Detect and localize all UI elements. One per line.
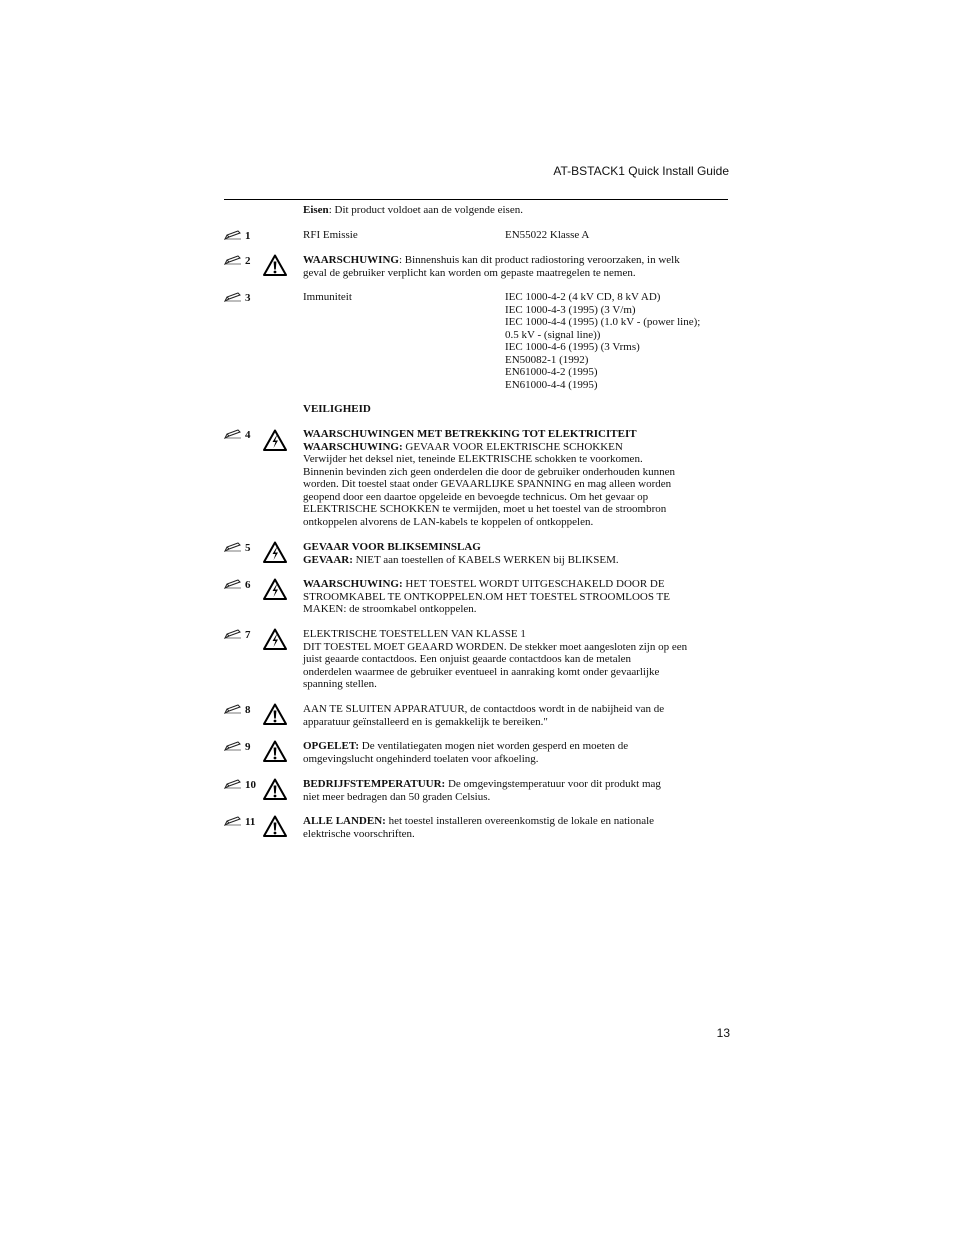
item-9-text	[303, 740, 731, 765]
warning-triangle-icon	[263, 740, 287, 762]
section-title: VEILIGHEID	[303, 403, 371, 415]
text-line: STROOMKABEL TE ONTKOPPELEN.OM HET TOESTEL STROOMLOOS TE	[303, 590, 670, 603]
item-4-text	[303, 428, 731, 528]
text-line: geopend door een daartoe opgeleide en bevoegde technicus. Om het gevaar op	[303, 490, 649, 503]
item-heading: WAARSCHUWINGEN MET BETREKKING TOT ELEKTRICITEIT	[303, 428, 637, 440]
item-6-text	[303, 578, 731, 616]
electric-hazard-icon	[263, 628, 287, 650]
text-line: : Binnenshuis kan dit product radiostoring veroorzaken, in welk	[398, 254, 680, 266]
standard-value: EN50082-1 (1992)	[505, 353, 589, 366]
text-line: geval de gebruiker verplicht kan worden om gepaste maatregelen te nemen.	[303, 266, 636, 279]
item-7-text	[303, 628, 731, 691]
electric-hazard-icon	[263, 578, 287, 600]
pencil-icon	[224, 255, 242, 265]
pencil-icon	[224, 629, 242, 639]
item-marker-4	[224, 429, 251, 441]
standard-value: IEC 1000-4-2 (4 kV CD, 8 kV AD)	[505, 291, 661, 303]
item-3-label: Immuniteit	[303, 291, 352, 303]
item-3-values	[505, 291, 735, 391]
standard-value: IEC 1000-4-3 (1995) (3 V/m)	[505, 303, 636, 316]
header-rule	[224, 199, 728, 200]
item-marker-8	[224, 704, 251, 716]
item-number: 1	[245, 230, 251, 242]
pencil-icon	[224, 579, 242, 589]
text-line: niet meer bedragen dan 50 graden Celsius.	[303, 790, 491, 803]
intro-line	[303, 204, 731, 217]
text-line: MAKEN: de stroomkabel ontkoppelen.	[303, 603, 477, 615]
item-number: 8	[245, 704, 251, 716]
item-number: 5	[245, 542, 251, 554]
text-line: AAN TE SLUITEN APPARATUUR, de contactdoos wordt in de nabijheid van de	[303, 703, 665, 715]
electric-hazard-icon	[263, 541, 287, 563]
item-number: 9	[245, 741, 251, 753]
item-number: 11	[245, 816, 256, 828]
running-header: AT-BSTACK1 Quick Install Guide	[553, 164, 729, 178]
intro-text: : Dit product voldoet aan de volgende eisen.	[328, 204, 523, 216]
item-marker-11	[224, 816, 255, 828]
item-10-text	[303, 778, 731, 803]
text-line: juist geaarde contactdoos. Een onjuist geaarde contactdoos kan de metalen	[303, 653, 632, 665]
pencil-icon	[224, 542, 242, 552]
warning-label: WAARSCHUWING	[303, 254, 399, 266]
pencil-icon	[224, 779, 242, 789]
warning-triangle-icon	[263, 815, 287, 837]
item-number: 3	[245, 292, 251, 304]
item-marker-2	[224, 255, 251, 267]
warning-label: WAARSCHUWING:	[303, 578, 403, 590]
item-marker-3	[224, 292, 251, 304]
pencil-icon	[224, 429, 242, 439]
text-line: De ventilatiegaten mogen niet worden gesperd en moeten de	[359, 740, 629, 752]
standard-value: EN61000-4-4 (1995)	[505, 378, 598, 391]
warning-label: ALLE LANDEN:	[303, 815, 386, 827]
electric-hazard-icon	[263, 429, 287, 451]
item-marker-1	[224, 230, 251, 242]
text-line: onderdelen waarmee de gebruiker eventueel in aanraking komt onder gevaarlijke	[303, 665, 660, 678]
item-marker-10	[224, 779, 256, 791]
item-2-text	[303, 254, 731, 279]
standard-value: IEC 1000-4-4 (1995) (1.0 kV - (power line);	[505, 316, 701, 328]
pencil-icon	[224, 230, 242, 240]
warning-label: OPGELET:	[303, 740, 360, 752]
text-line: ELEKTRISCHE SCHOKKEN te vermijden, moet u het toestel van de stroombron	[303, 503, 667, 515]
item-marker-5	[224, 542, 251, 554]
page-number: 13	[716, 1026, 730, 1040]
item-number: 4	[245, 429, 251, 441]
text-line: elektrische voorschriften.	[303, 827, 415, 840]
item-number: 6	[245, 579, 251, 591]
text-line: Binnenin bevinden zich geen onderdelen die door de gebruiker onderhouden kunnen	[303, 465, 676, 478]
item-1-value: EN55022 Klasse A	[505, 229, 590, 241]
pencil-icon	[224, 292, 242, 302]
item-5-text	[303, 541, 731, 566]
text-line: spanning stellen.	[303, 678, 377, 690]
intro-label: Eisen	[303, 204, 329, 216]
item-marker-9	[224, 741, 251, 753]
text-line: DIT TOESTEL MOET GEAARD WORDEN. De stekker moet aangesloten zijn op een	[303, 640, 688, 653]
section-heading	[303, 403, 731, 416]
warning-label: GEVAAR:	[303, 553, 353, 566]
text-line: Verwijder het deksel niet, teneinde ELEKTRISCHE schokken te voorkomen.	[303, 453, 643, 465]
warning-triangle-icon	[263, 703, 287, 725]
warning-label: BEDRIJFSTEMPERATUUR:	[303, 778, 446, 790]
text-line: HET TOESTEL WORDT UITGESCHAKELD DOOR DE	[402, 578, 665, 590]
item-number: 2	[245, 255, 251, 267]
warning-triangle-icon	[263, 778, 287, 800]
standard-value: 0.5 kV - (signal line))	[505, 328, 601, 341]
pencil-icon	[224, 704, 242, 714]
text-line: ontkoppelen alvorens de LAN-kabels te koppelen of ontkoppelen.	[303, 515, 594, 528]
text-line: GEVAAR VOOR ELEKTRISCHE SCHOKKEN	[402, 440, 623, 453]
item-1-label: RFI Emissie	[303, 229, 358, 241]
warning-label: WAARSCHUWING:	[303, 440, 403, 453]
item-marker-7	[224, 629, 251, 641]
text-line: worden. Dit toestel staat onder GEVAARLIJKE SPANNING en mag alleen worden	[303, 478, 672, 490]
pencil-icon	[224, 741, 242, 751]
item-number: 10	[245, 779, 256, 791]
item-heading: GEVAAR VOOR BLIKSEMINSLAG	[303, 541, 481, 553]
standard-value: EN61000-4-2 (1995)	[505, 366, 598, 378]
item-number: 7	[245, 629, 251, 641]
item-11-text	[303, 815, 731, 840]
item-8-text	[303, 703, 731, 728]
standard-value: IEC 1000-4-6 (1995) (3 Vrms)	[505, 341, 640, 353]
text-line: ELEKTRISCHE TOESTELLEN VAN KLASSE 1	[303, 628, 526, 640]
text-line: apparatuur geïnstalleerd en is gemakkelijk te bereiken."	[303, 715, 548, 728]
text-line: het toestel installeren overeenkomstig de lokale en nationale	[385, 815, 655, 827]
text-line: omgevingslucht ongehinderd toelaten voor afkoeling.	[303, 752, 539, 765]
pencil-icon	[224, 816, 242, 826]
warning-triangle-icon	[263, 254, 287, 276]
text-line: De omgevingstemperatuur voor dit produkt mag	[445, 778, 661, 790]
text-line: NIET aan toestellen of KABELS WERKEN bij BLIKSEM.	[352, 553, 619, 566]
item-marker-6	[224, 579, 251, 591]
